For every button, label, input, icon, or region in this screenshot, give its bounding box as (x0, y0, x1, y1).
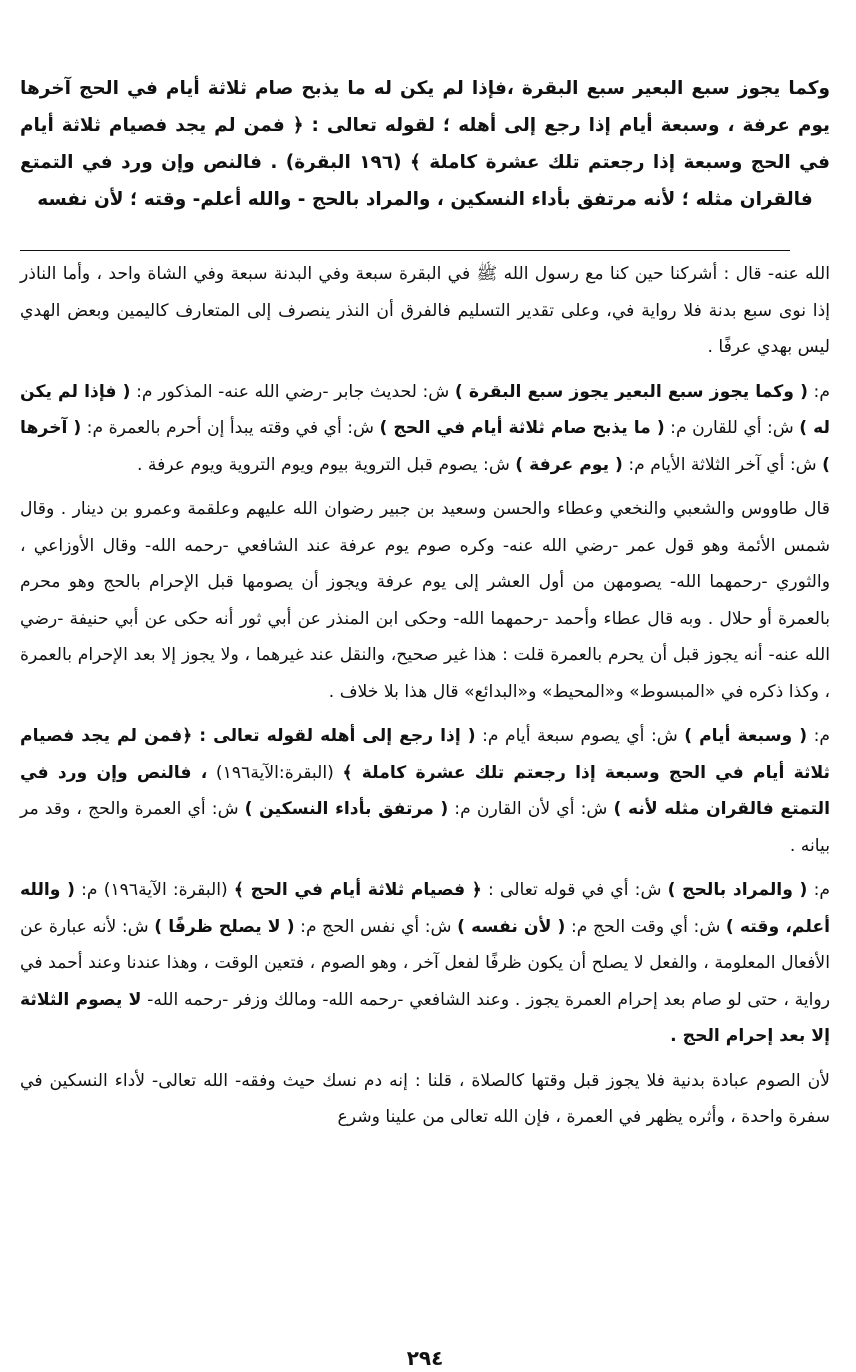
bold-segment: ﴿ فصيام ثلاثة أيام في الحج ﴾ (233, 880, 482, 900)
bold-segment: ( آخرها ) (20, 418, 830, 475)
bold-segment: ( يوم عرفة ) (515, 454, 623, 475)
text-segment: ش: أي للقارن م: (664, 418, 800, 438)
main-text: وكما يجوز سبع البعير سبع البقرة ،فإذا لم يكن له ما يذبح صام ثلاثة أيام في الحج آخرها يوم عرفة ، وسبعة أيام إذا رجع إلى أهله ؛ لقوله تعالى : ﴿ فمن لم يجد فصيام ثلاثة أيام في الحج وسبعة إذا رجعتم تلك عشرة كاملة ﴾ (١٩٦ البقرة) . فالنص وإن ورد في التمتع فالقران مثله ؛ لأنه مرتفق بأداء النسكين ، والمراد بالحج - والله أعلم- وقته ؛ لأن نفسه (20, 78, 831, 210)
text-segment: ش: أي في وقته يبدأ إن أحرم بالعمرة م: (81, 418, 380, 438)
commentary-paragraph (20, 491, 830, 710)
bold-segment: ( والله أعلم، وقته ) (20, 880, 831, 937)
commentary-section (20, 256, 830, 1144)
footnote-divider (20, 250, 790, 251)
bold-segment: ، فالنص وإن ورد في التمتع فالقران مثله لأنه ) (20, 762, 830, 819)
commentary-paragraph (20, 374, 830, 484)
text-segment: م: (807, 880, 830, 900)
text-segment: ش: أي نفس الحج م: (294, 916, 458, 937)
text-segment: ش: أي يصوم سبعة أيام م: (475, 726, 685, 746)
commentary-paragraph (20, 718, 830, 864)
text-segment: (البقرة:الآية١٩٦) (207, 762, 343, 783)
text-segment: ش: لحديث جابر -رضي الله عنه- المذكور م: (130, 381, 455, 402)
bold-segment: ( والمراد بالحج ) (667, 880, 808, 900)
commentary-paragraph (20, 1063, 830, 1136)
text-segment: لأن الصوم عبادة بدنية فلا يجوز قبل وقتها كالصلاة ، قلنا : إنه دم نسك حيث وفقه- الله تعالى- لأداء النسكين في سفرة واحدة ، وأثره يظهر في العمرة ، فإن الله تعالى من علينا وشرع (20, 1070, 830, 1127)
bold-segment: ( إذا رجع إلى أهله لقوله تعالى : ﴿فمن لم يجد فصيام ثلاثة أيام في الحج وسبعة إذا رجعتم تلك عشرة كاملة ﴾ (20, 726, 830, 783)
bold-segment: لا يصوم الثلاثة إلا بعد إحرام الحج . (20, 989, 830, 1046)
bold-segment: ( لا يصلح ظرفًا ) (154, 916, 295, 937)
text-segment: ش: يصوم قبل التروية بيوم ويوم التروية ويوم عرفة . (136, 454, 516, 475)
text-segment: م: (807, 381, 830, 402)
text-segment: قال طاووس والشعبي والنخعي وعطاء والحسن وسعيد بن جبير رضوان الله عليهم وعلقمة وعمرو بن دينار . وقال شمس الأئمة وهو قول عمر -رضي الله عنه- وكره صوم يوم عرفة عند الشافعي -رحمه الله- وقال الأوزاعي ، والثوري -رحمهما الله- يصومهن من أول العشر إلى يوم عرفة ويجوز أن يصومها قبل الإحرام بالحج وهو محرم بالعمرة أو حلال . وبه قال عطاء وأحمد -رحمهما الله- وحكى ابن المنذر عن أبي ثور أنه حكى عن أبي حنيفة -رضي الله عنه- أنه يجوز قبل أن يحرم بالعمرة قلت : هذا غير صحيح، والنقل عند غيرهما ، ولا يجوز إلا بعد الإحرام بالعمرة ، وكذا ذكره في «المبسوط» و«المحيط» و«البدائع» قال هذا بلا خلاف . (20, 499, 830, 702)
book-page (20, 70, 830, 1372)
bold-segment: ( مرتفق بأداء النسكين ) (244, 799, 449, 819)
commentary-paragraph (20, 872, 830, 1055)
commentary-paragraph (20, 256, 830, 366)
bold-segment: ( وكما يجوز سبع البعير يجوز سبع البقرة ) (454, 381, 808, 402)
text-segment: (البقرة: الآية١٩٦) م: (75, 880, 234, 900)
text-segment: ش: أي وقت الحج م: (565, 916, 726, 937)
text-segment: الله عنه- قال : أشركنا حين كنا مع رسول الله ﷺ في البقرة سبعة وفي البدنة سبعة وفي الشاة واحد ، وأما الناذر إذا نوى سبع بدنة فلا رواية في، وعلى تقدير التسليم فالفرق أن النذر ينصرف إلى المتعارف كاليمين وبعض الهدي ليس بهدي عرفًا . (20, 264, 830, 357)
text-segment: ش: أي العمرة والحج ، وقد مر بيانه . (20, 799, 830, 856)
bold-segment: ( وسبعة أيام ) (684, 726, 808, 746)
text-segment: ش: لأنه عبارة عن الأفعال المعلومة ، والفعل لا يصلح أن يكون ظرفًا لفعل آخر ، وهو الصوم ، فتعين الوقت ، وهذا عندنا وعند أحمد في رواية ، حتى لو صام بعد إحرام العمرة يجوز . وعند الشافعي -رحمه الله- ومالك وزفر -رحمه الله- (20, 916, 830, 1010)
text-segment: م: (807, 726, 830, 746)
bold-segment: ( ما يذبح صام ثلاثة أيام في الحج ) (379, 418, 665, 438)
bold-segment: ( لأن نفسه ) (457, 916, 566, 937)
page-number: ٢٩٤ (406, 1346, 444, 1370)
bold-segment: ( فإذا لم يكن له ) (20, 381, 831, 438)
text-segment: ش: أي لأن القارن م: (448, 799, 614, 819)
text-segment: ش: أي في قوله تعالى : (481, 880, 668, 900)
text-segment: ش: أي آخر الثلاثة الأيام م: (622, 454, 823, 475)
